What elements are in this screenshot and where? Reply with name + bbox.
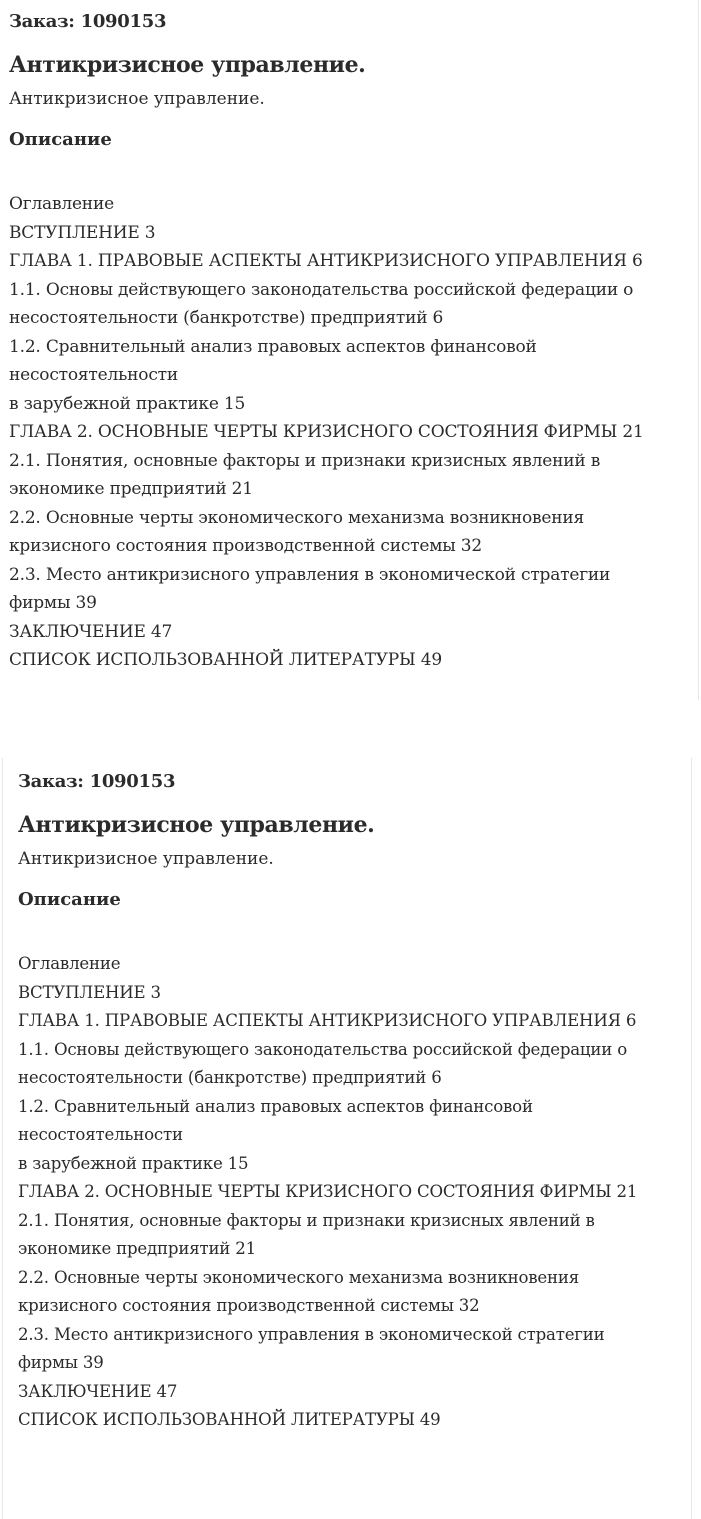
toc-line: 2.1. Понятия, основные факторы и признаки кризисных явлений в xyxy=(9,450,601,471)
toc-line: ГЛАВА 1. ПРАВОВЫЕ АСПЕКТЫ АНТИКРИЗИСНОГО УПРАВЛЕНИЯ 6 xyxy=(18,1011,637,1030)
order-card-2 xyxy=(18,768,701,1435)
toc-line: несостоятельности xyxy=(9,365,178,385)
document-subtitle: Антикризисное управление. xyxy=(18,849,274,869)
toc-line: кризисного состояния производственной системы 32 xyxy=(18,1296,480,1315)
toc-line: 1.2. Сравнительный анализ правовых аспектов финансовой xyxy=(9,336,537,357)
toc-line: фирмы 39 xyxy=(9,593,97,613)
table-of-contents xyxy=(9,190,699,675)
toc-line: 1.1. Основы действующего законодательства российской федерации о xyxy=(18,1039,627,1059)
toc-line: кризисного состояния производственной системы 32 xyxy=(9,536,483,556)
toc-line: ВСТУПЛЕНИЕ 3 xyxy=(18,982,161,1002)
toc-line: экономике предприятий 21 xyxy=(18,1239,256,1258)
toc-line: ГЛАВА 2. ОСНОВНЫЕ ЧЕРТЫ КРИЗИСНОГО СОСТОЯНИЯ ФИРМЫ 21 xyxy=(18,1182,638,1201)
toc-line: ГЛАВА 2. ОСНОВНЫЕ ЧЕРТЫ КРИЗИСНОГО СОСТОЯНИЯ ФИРМЫ 21 xyxy=(9,422,644,442)
toc-line: несостоятельности (банкротстве) предприятий 6 xyxy=(9,308,444,328)
document-title: Антикризисное управление. xyxy=(18,812,375,838)
order-number: Заказ: 1090153 xyxy=(18,771,176,792)
toc-line: 2.3. Место антикризисного управления в экономической стратегии xyxy=(9,564,611,585)
toc-line: ЗАКЛЮЧЕНИЕ 47 xyxy=(9,621,173,642)
toc-line: в зарубежной практике 15 xyxy=(18,1153,249,1173)
toc-line: СПИСОК ИСПОЛЬЗОВАННОЙ ЛИТЕРАТУРЫ 49 xyxy=(9,650,443,670)
toc-line: фирмы 39 xyxy=(18,1353,104,1372)
toc-line: 2.1. Понятия, основные факторы и признаки кризисных явлений в xyxy=(18,1210,595,1230)
toc-line: несостоятельности xyxy=(18,1125,183,1144)
toc-line: ВСТУПЛЕНИЕ 3 xyxy=(9,222,156,243)
order-card-1 xyxy=(9,8,699,675)
toc-line: 1.1. Основы действующего законодательства российской федерации о xyxy=(9,279,634,300)
toc-line: СПИСОК ИСПОЛЬЗОВАННОЙ ЛИТЕРАТУРЫ 49 xyxy=(18,1410,441,1429)
description-heading: Описание xyxy=(18,889,121,910)
document-title: Антикризисное управление. xyxy=(9,52,366,78)
toc-line: несостоятельности (банкротстве) предприятий 6 xyxy=(18,1068,442,1087)
toc-line: экономике предприятий 21 xyxy=(9,479,253,499)
toc-line: Оглавление xyxy=(9,194,114,214)
toc-line: 2.2. Основные черты экономического механизма возникновения xyxy=(18,1267,580,1287)
toc-line: в зарубежной практике 15 xyxy=(9,393,246,414)
document-subtitle: Антикризисное управление. xyxy=(9,89,265,109)
order-number: Заказ: 1090153 xyxy=(9,11,167,32)
table-of-contents xyxy=(18,950,701,1435)
toc-line: Оглавление xyxy=(18,954,121,973)
toc-line: 2.3. Место антикризисного управления в экономической стратегии xyxy=(18,1324,605,1344)
toc-line: 1.2. Сравнительный анализ правовых аспектов финансовой xyxy=(18,1096,533,1116)
toc-line: ЗАКЛЮЧЕНИЕ 47 xyxy=(18,1381,178,1401)
toc-line: 2.2. Основные черты экономического механизма возникновения xyxy=(9,507,585,528)
toc-line: ГЛАВА 1. ПРАВОВЫЕ АСПЕКТЫ АНТИКРИЗИСНОГО УПРАВЛЕНИЯ 6 xyxy=(9,251,643,271)
description-heading: Описание xyxy=(9,129,112,150)
